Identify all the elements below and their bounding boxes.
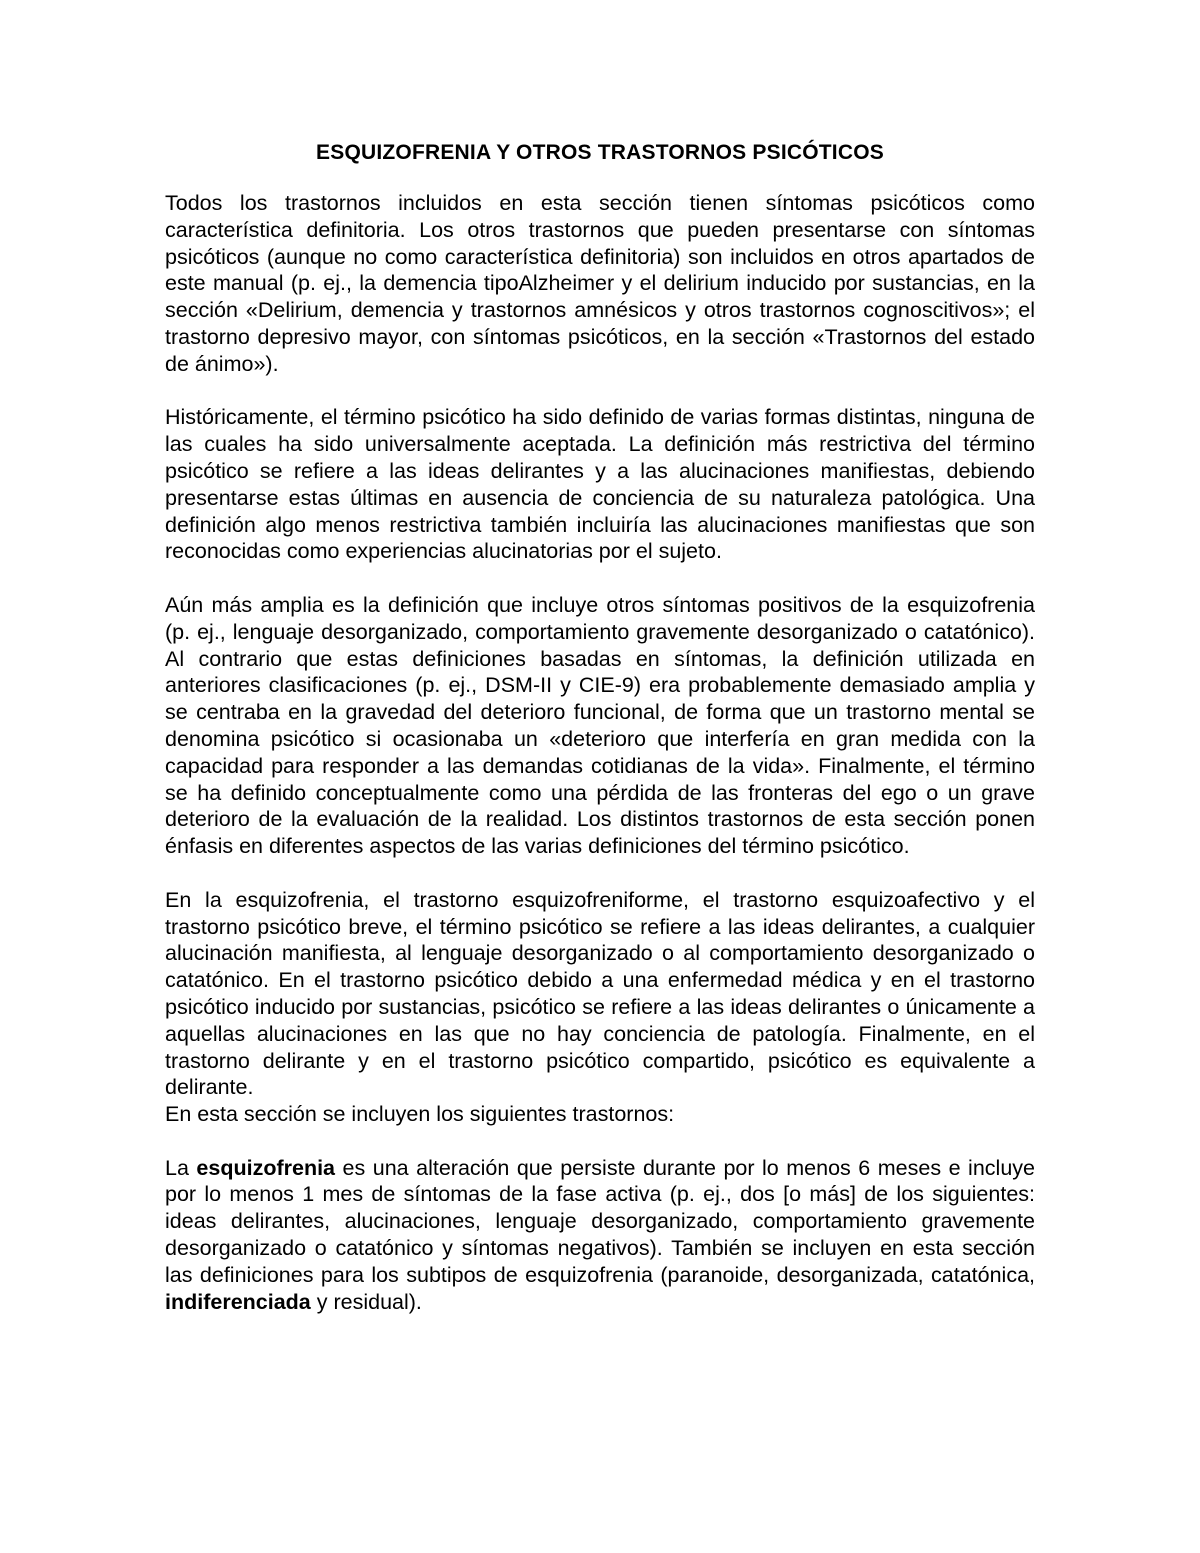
paragraph-schizophrenia bbox=[165, 1155, 1035, 1316]
paragraph-broad-definition: Aún más amplia es la definición que incluye otros síntomas positivos de la esquizofrenia (p. ej., lenguaje desorganizado, comportamiento gravemente desorganizado o catatónico). Al contrario que estas definiciones basadas en síntomas, la definición utilizada en anteriores clasificaciones (p. ej., DSM-II y CIE-9) era probablemente demasiado amplia y se centraba en la gravedad del deterioro funcional, de forma que un trastorno mental se denomina psicótico si ocasionaba un «deterioro que interfería en gran medida con la capacidad para responder a las demandas cotidianas de la vida». Finalmente, el término se ha definido conceptualmente como una pérdida de las fronteras del ego o un grave deterioro de la evaluación de la realidad. Los distintos trastornos de esta sección ponen énfasis en diferentes aspectos de las varias definiciones del término psicótico. bbox=[165, 592, 1035, 859]
paragraph-section-list-intro: En esta sección se incluyen los siguientes trastornos: bbox=[165, 1102, 675, 1127]
paragraph-usage-by-disorder: En la esquizofrenia, el trastorno esquizofreniforme, el trastorno esquizoafectivo y el trastorno psicótico breve, el término psicótico se refiere a las ideas delirantes, a cualquier alucinación manifiesta, al lenguaje desorganizado o al comportamiento desorganizado o catatónico. En el trastorno psicótico debido a una enfermedad médica y en el trastorno psicótico inducido por sustancias, psicótico se refiere a las ideas delirantes o únicamente a aquellas alucinaciones en las que no hay conciencia de patología. Finalmente, en el trastorno delirante y en el trastorno psicótico compartido, psicótico es equivalente a delirante. bbox=[165, 887, 1035, 1100]
text-segment: La bbox=[165, 1155, 197, 1180]
paragraph-history: Históricamente, el término psicótico ha sido definido de varias formas distintas, ninguna de las cuales ha sido universalmente aceptada. La definición más restrictiva del término psicótico se refiere a las ideas delirantes y a las alucinaciones manifiestas, debiendo presentarse estas últimas en ausencia de conciencia de su naturaleza patológica. Una definición algo menos restrictiva también incluiría las alucinaciones manifiestas que son reconocidas como experiencias alucinatorias por el sujeto. bbox=[165, 405, 1035, 564]
paragraph-intro: Todos los trastornos incluidos en esta sección tienen síntomas psicóticos como característica definitoria. Los otros trastornos que pueden presentarse con síntomas psicóticos (aunque no como característica definitoria) son incluidos en otros apartados de este manual (p. ej., la demencia tipoAlzheimer y el delirium inducido por sustancias, en la sección «Delirium, demencia y trastornos amnésicos y otros trastornos cognoscitivos»; el trastorno depresivo mayor, con síntomas psicóticos, en la sección «Trastornos del estado de ánimo»). bbox=[165, 191, 1035, 376]
bold-term-esquizofrenia: esquizofrenia bbox=[196, 1155, 336, 1180]
bold-term-indiferenciada: indiferenciada bbox=[165, 1289, 311, 1314]
document-title: ESQUIZOFRENIA Y OTROS TRASTORNOS PSICÓTICOS bbox=[316, 141, 884, 164]
document-page bbox=[165, 138, 1035, 1315]
text-segment: y residual). bbox=[310, 1289, 422, 1314]
text-segment: es una alteración que persiste durante por lo menos 6 meses e incluye por lo menos 1 mes de síntomas de la fase activa (p. ej., dos [o más] de los siguientes: ideas delirantes, alucinaciones, lenguaje desorganizado, comportamiento gravemente desorganizado o catatónico y síntomas negativos). También se incluyen en esta sección las definiciones para los subtipos de esquizofrenia (paranoide, desorganizada, catatónica, bbox=[165, 1155, 1035, 1287]
